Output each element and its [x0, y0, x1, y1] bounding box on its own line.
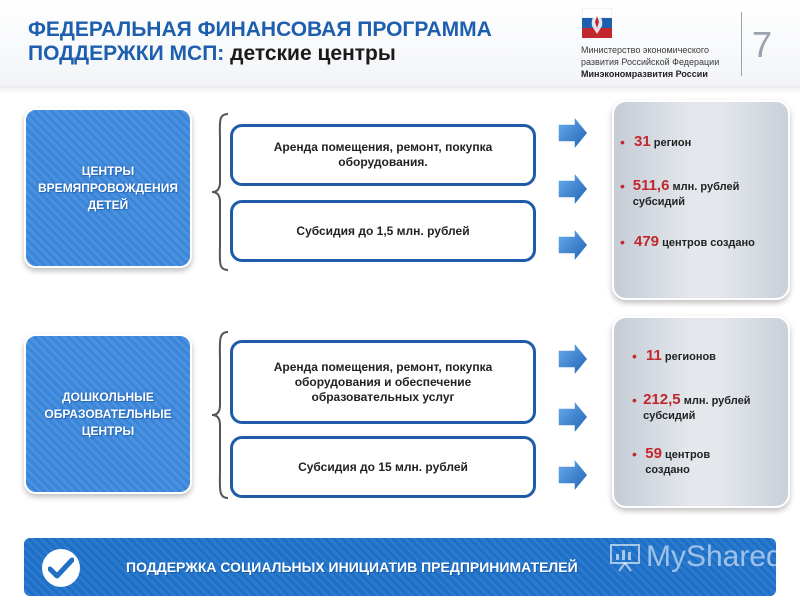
- title-line-1: ФЕДЕРАЛЬНАЯ ФИНАНСОВАЯ ПРОГРАММА: [28, 18, 492, 41]
- bullet-icon: •: [632, 348, 637, 364]
- stat-number: 479: [634, 233, 660, 250]
- stat-number: 212,5: [643, 391, 681, 408]
- arrow-right-icon: [556, 170, 590, 208]
- stat-regions: [620, 134, 691, 151]
- header-shadow: [0, 86, 800, 94]
- pill-rent-equipment-services: [230, 340, 536, 424]
- bullet-icon: •: [620, 178, 625, 194]
- bullet-icon: •: [632, 446, 637, 462]
- stat-label: регионов: [664, 351, 716, 363]
- stat-label: регион: [653, 137, 692, 149]
- brace-icon: [210, 112, 230, 272]
- title-line-2: [28, 42, 492, 66]
- stat-centers: [632, 446, 752, 478]
- stat-subsidies: [632, 392, 772, 424]
- title-main: ПОДДЕРЖКИ МСП:: [28, 42, 231, 65]
- stat-subsidies: [620, 178, 780, 210]
- category-box-children-centers: [24, 108, 192, 268]
- pill-text: Аренда помещения, ремонт, покупка оборудования и обеспечение образовательных услуг: [273, 359, 493, 404]
- category-box-preschool-centers: [24, 334, 192, 494]
- bullet-icon: •: [620, 134, 625, 150]
- header-divider: [741, 12, 742, 76]
- stat-regions: [632, 348, 716, 365]
- arrow-right-icon: [556, 340, 590, 378]
- arrow-right-icon: [556, 114, 590, 152]
- bullet-icon: •: [620, 234, 625, 250]
- category-label: ЦЕНТРЫ ВРЕМЯПРОВОЖДЕНИЯ ДЕТЕЙ: [38, 163, 178, 212]
- ministry-line-1: Министерство экономического: [581, 45, 710, 55]
- pill-text: Субсидия до 1,5 млн. рублей: [296, 223, 470, 238]
- arrow-right-icon: [556, 226, 590, 264]
- stat-centers: [620, 234, 755, 251]
- arrow-right-icon: [556, 456, 590, 494]
- bullet-icon: •: [632, 392, 637, 408]
- presentation-icon: [608, 540, 642, 574]
- stat-number: 511,6: [632, 177, 670, 194]
- stat-label: млн. рублей субсидий: [643, 395, 751, 422]
- watermark-text: MyShared: [646, 540, 783, 573]
- pill-rent-repair: [230, 124, 536, 186]
- stat-label: млн. рублей субсидий: [632, 181, 740, 208]
- slide-number: 7: [752, 24, 773, 65]
- stat-label: центров создано: [662, 237, 755, 249]
- checkmark-icon: [42, 549, 80, 587]
- stat-number: 11: [646, 347, 662, 364]
- ministry-short-name: Минэкономразвития России: [581, 69, 708, 79]
- ministry-emblem-icon: [582, 8, 612, 38]
- brace-icon: [210, 330, 230, 500]
- pill-text: Аренда помещения, ремонт, покупка оборудования.: [273, 140, 493, 169]
- arrow-right-icon: [556, 398, 590, 436]
- ministry-caption: [581, 44, 741, 80]
- ministry-line-2: развития Российской Федерации: [581, 57, 720, 67]
- pill-subsidy: [230, 200, 536, 262]
- category-label: ДОШКОЛЬНЫЕ ОБРАЗОВАТЕЛЬНЫЕ ЦЕНТРЫ: [44, 389, 172, 438]
- stat-number: 59: [645, 445, 662, 462]
- pill-text: Субсидия до 15 млн. рублей: [298, 459, 468, 474]
- watermark: [608, 540, 783, 574]
- pill-subsidy: [230, 436, 536, 498]
- title-sub: детские центры: [230, 42, 396, 65]
- banner-text: ПОДДЕРЖКА СОЦИАЛЬНЫХ ИНИЦИАТИВ ПРЕДПРИНИМАТЕЛЕЙ: [126, 559, 578, 575]
- stat-label: центров создано: [645, 449, 711, 476]
- stat-number: 31: [634, 133, 651, 150]
- page-title: [28, 18, 492, 66]
